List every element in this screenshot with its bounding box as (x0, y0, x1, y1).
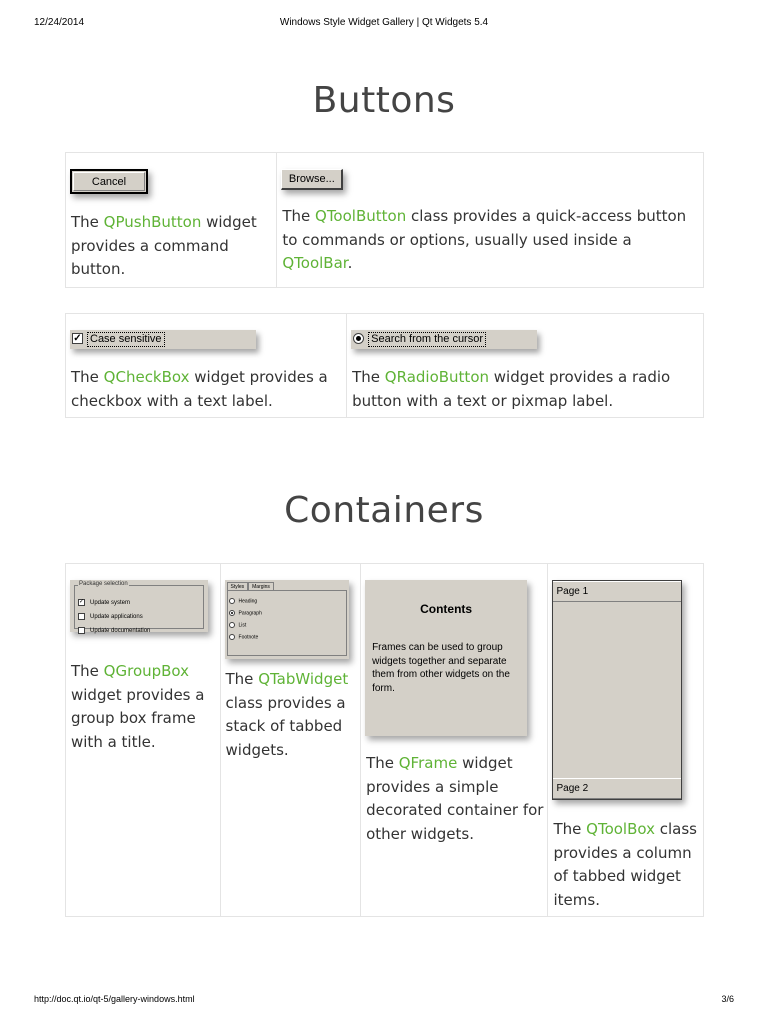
qgroupbox-link[interactable]: QGroupBox (103, 662, 190, 680)
qcheckbox-link[interactable]: QCheckBox (103, 368, 190, 386)
groupbox-description: The QGroupBox widget provides a group box frame with a title. (71, 662, 205, 751)
radio-selected-icon (353, 333, 364, 344)
radiobutton-description: The QRadioButton widget provides a radio button with a text or pixmap label. (352, 368, 671, 410)
checkbox-checked-icon: ✓ (79, 599, 85, 605)
frame-cell (361, 564, 548, 916)
qradiobutton-link[interactable]: QRadioButton (384, 368, 489, 386)
groupbox-frame (74, 585, 204, 629)
qtoolbutton-link[interactable]: QToolButton (315, 207, 407, 225)
radio-selected-icon (229, 610, 235, 616)
print-footer (0, 994, 768, 1008)
tab-margins: Margins (248, 582, 274, 591)
tab-item: Footnote (229, 634, 259, 640)
toolbox-page-2: Page 2 (553, 778, 681, 799)
tabwidget-screenshot (225, 580, 349, 659)
toolbutton-cell (277, 153, 703, 287)
radiobutton-cell (347, 314, 703, 417)
tab-styles: Styles (227, 582, 249, 591)
print-header (0, 17, 768, 31)
buttons-heading: Buttons (312, 80, 456, 121)
groupbox-item: Update applications (78, 613, 143, 620)
frame-screenshot (365, 580, 527, 736)
qframe-link[interactable]: QFrame (398, 754, 458, 772)
pushbutton-cell (66, 153, 277, 287)
groupbox-screenshot (70, 580, 208, 635)
radio-icon (229, 622, 235, 628)
checkbox-icon (78, 627, 85, 634)
groupbox-title: Package selection (79, 581, 128, 587)
radio-icon (229, 598, 235, 604)
toolbox-screenshot (552, 580, 682, 800)
groupbox-item: ✓ Update system (79, 599, 131, 607)
radio-icon (229, 634, 235, 640)
checkbox-checked-icon: ✓ (73, 333, 82, 344)
containers-gallery (65, 563, 704, 917)
radiobutton-screenshot (351, 330, 537, 349)
qtoolbox-link[interactable]: QToolBox (586, 820, 655, 838)
toolbox-cell (548, 564, 703, 916)
qtabwidget-link[interactable]: QTabWidget (258, 670, 349, 688)
print-date: 12/24/2014 (34, 17, 85, 28)
cancel-button: Cancel (73, 172, 145, 191)
toolbox-description: The QToolBox class provides a column of tabbed widget items. (553, 820, 697, 909)
checkbox-description: The QCheckBox widget provides a checkbox with a text label. (71, 368, 328, 410)
buttons-gallery-row-2 (65, 313, 704, 418)
browse-button: Browse... (281, 169, 343, 190)
search-from-cursor-label: Search from the cursor (368, 332, 486, 347)
groupbox-item: Update documentation (78, 627, 150, 634)
buttons-gallery-row-1 (65, 152, 704, 288)
pushbutton-screenshot (70, 169, 148, 194)
checkbox-screenshot (70, 330, 256, 349)
tab-item: List (229, 622, 247, 628)
frame-title: Contents (420, 602, 473, 616)
tabwidget-cell (221, 564, 362, 916)
qpushbutton-link[interactable]: QPushButton (103, 213, 202, 231)
tabwidget-description: The QTabWidget class provides a stack of tabbed widgets. (225, 670, 349, 759)
case-sensitive-label: Case sensitive (87, 332, 165, 347)
qtoolbar-link[interactable]: QToolBar (282, 254, 348, 272)
pushbutton-description: The QPushButton widget provides a command button. (71, 213, 257, 278)
print-url: http://doc.qt.io/qt-5/gallery-windows.html (34, 994, 195, 1004)
tab-item: Heading (229, 598, 258, 604)
tab-item: Paragraph (229, 610, 262, 616)
checkbox-cell (66, 314, 347, 417)
containers-heading: Containers (284, 490, 484, 531)
frame-description: The QFrame widget provides a simple decorated container for other widgets. (366, 754, 544, 843)
toolbutton-description: The QToolButton class provides a quick-access button to commands or options, usually used inside a QToolBar. (282, 207, 687, 272)
print-page-number: 3/6 (721, 994, 734, 1004)
print-title: Windows Style Widget Gallery | Qt Widgets 5.4 (279, 17, 489, 28)
frame-text: Frames can be used to group widgets together and separate them from other widgets on the form. (372, 642, 510, 694)
groupbox-cell (66, 564, 221, 916)
checkbox-icon (78, 613, 85, 620)
toolbox-page-1: Page 1 (553, 581, 681, 602)
